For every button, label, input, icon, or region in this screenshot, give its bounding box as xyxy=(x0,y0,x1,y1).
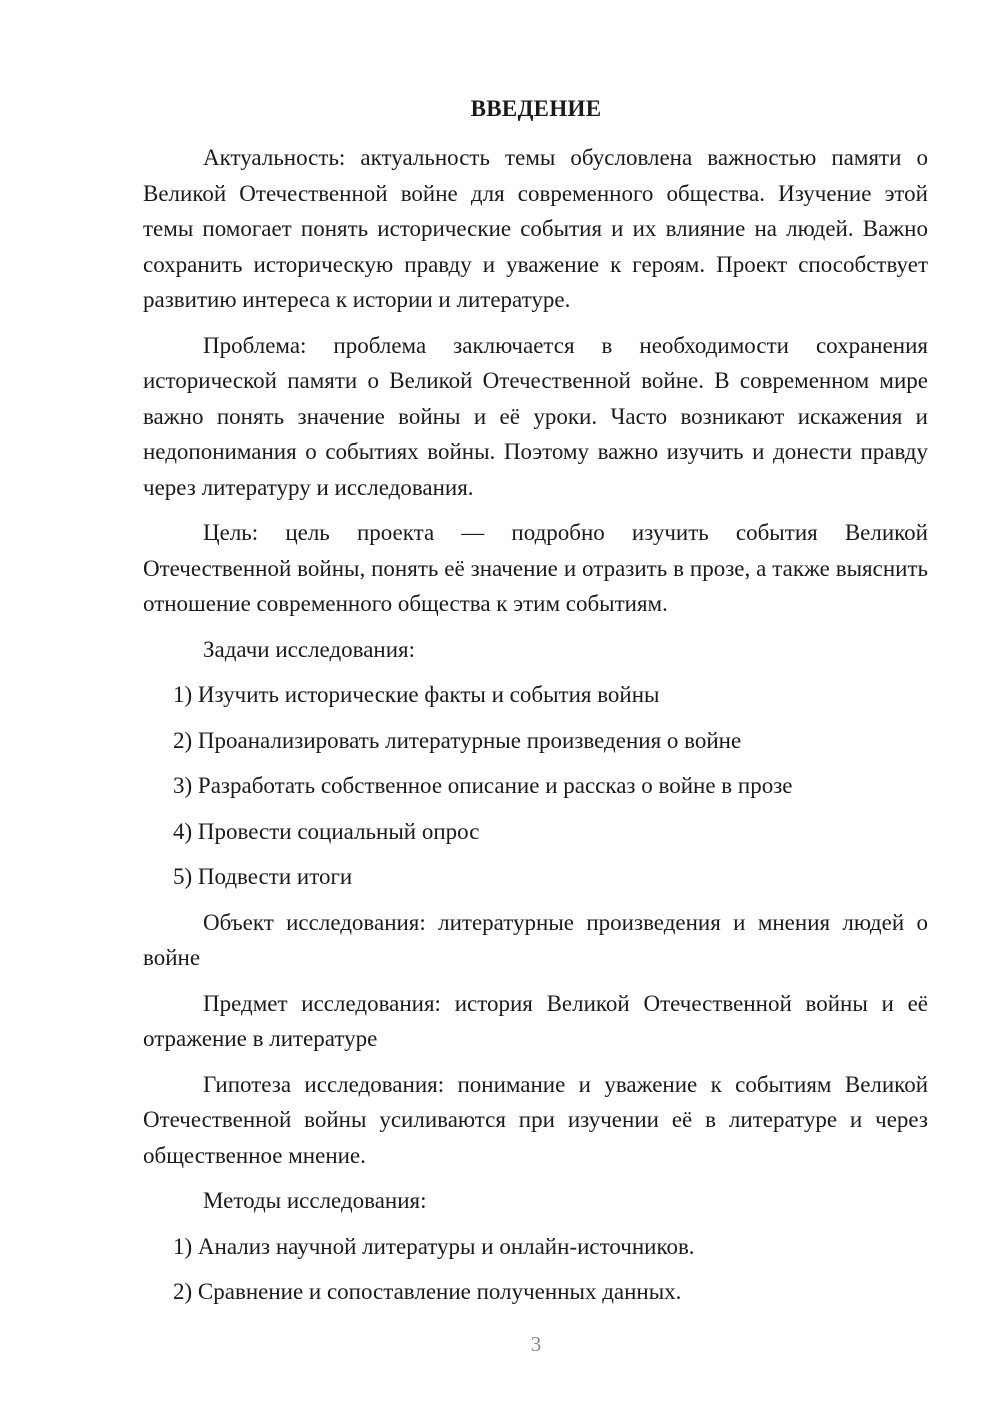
document-body xyxy=(143,140,928,1320)
paragraph-methods-intro: Методы исследования: xyxy=(203,1188,427,1213)
paragraph-object: Объект исследования: литературные произведения и мнения людей о войне xyxy=(143,909,928,970)
list-item: 5) Подвести итоги xyxy=(173,864,353,889)
list-item: 1) Анализ научной литературы и онлайн-источников. xyxy=(173,1233,695,1259)
list-item: 2) Проанализировать литературные произведения о войне xyxy=(173,727,742,753)
paragraph-tasks-intro: Задачи исследования: xyxy=(203,636,416,662)
paragraph-subject: Предмет исследования: история Великой Отечественной войны и её отражение в литературе xyxy=(143,990,928,1051)
paragraph-hypothesis: Гипотеза исследования: понимание и уважение к событиям Великой Отечественной войны усиливаются при изучении её в литературе и через общественное мнение. xyxy=(143,1071,928,1168)
list-item: 2) Сравнение и сопоставление полученных данных. xyxy=(173,1279,682,1304)
section-heading: ВВЕДЕНИЕ xyxy=(470,96,602,121)
list-item: 1) Изучить исторические факты и события войны xyxy=(173,682,660,707)
list-item: 4) Провести социальный опрос xyxy=(173,818,480,844)
tasks-list xyxy=(143,677,928,895)
paragraph-problem: Проблема: проблема заключается в необходимости сохранения исторической памяти о Великой Отечественной войне. В современном мире важно понять значение войны и её уроки. Часто возникают искажения и недопонимания о событиях войны. Поэтому важно изучить и донести правду через литературу и исследования. xyxy=(143,332,928,500)
list-item: 3) Разработать собственное описание и рассказ о войне в прозе xyxy=(173,773,793,798)
paragraph-relevance: Актуальность: актуальность темы обусловлена важностью памяти о Великой Отечественной войне для современного общества. Изучение этой темы помогает понять исторические события и их влияние на людей. Важно сохранить историческую правду и уважение к героям. Проект способствует развитию интереса к истории и литературе. xyxy=(143,145,928,312)
methods-list xyxy=(143,1229,928,1310)
page-number: 3 xyxy=(530,1332,542,1356)
paragraph-goal: Цель: цель проекта — подробно изучить события Великой Отечественной войны, понять её значение и отразить в прозе, а также выяснить отношение современного общества к этим событиям. xyxy=(143,520,928,616)
